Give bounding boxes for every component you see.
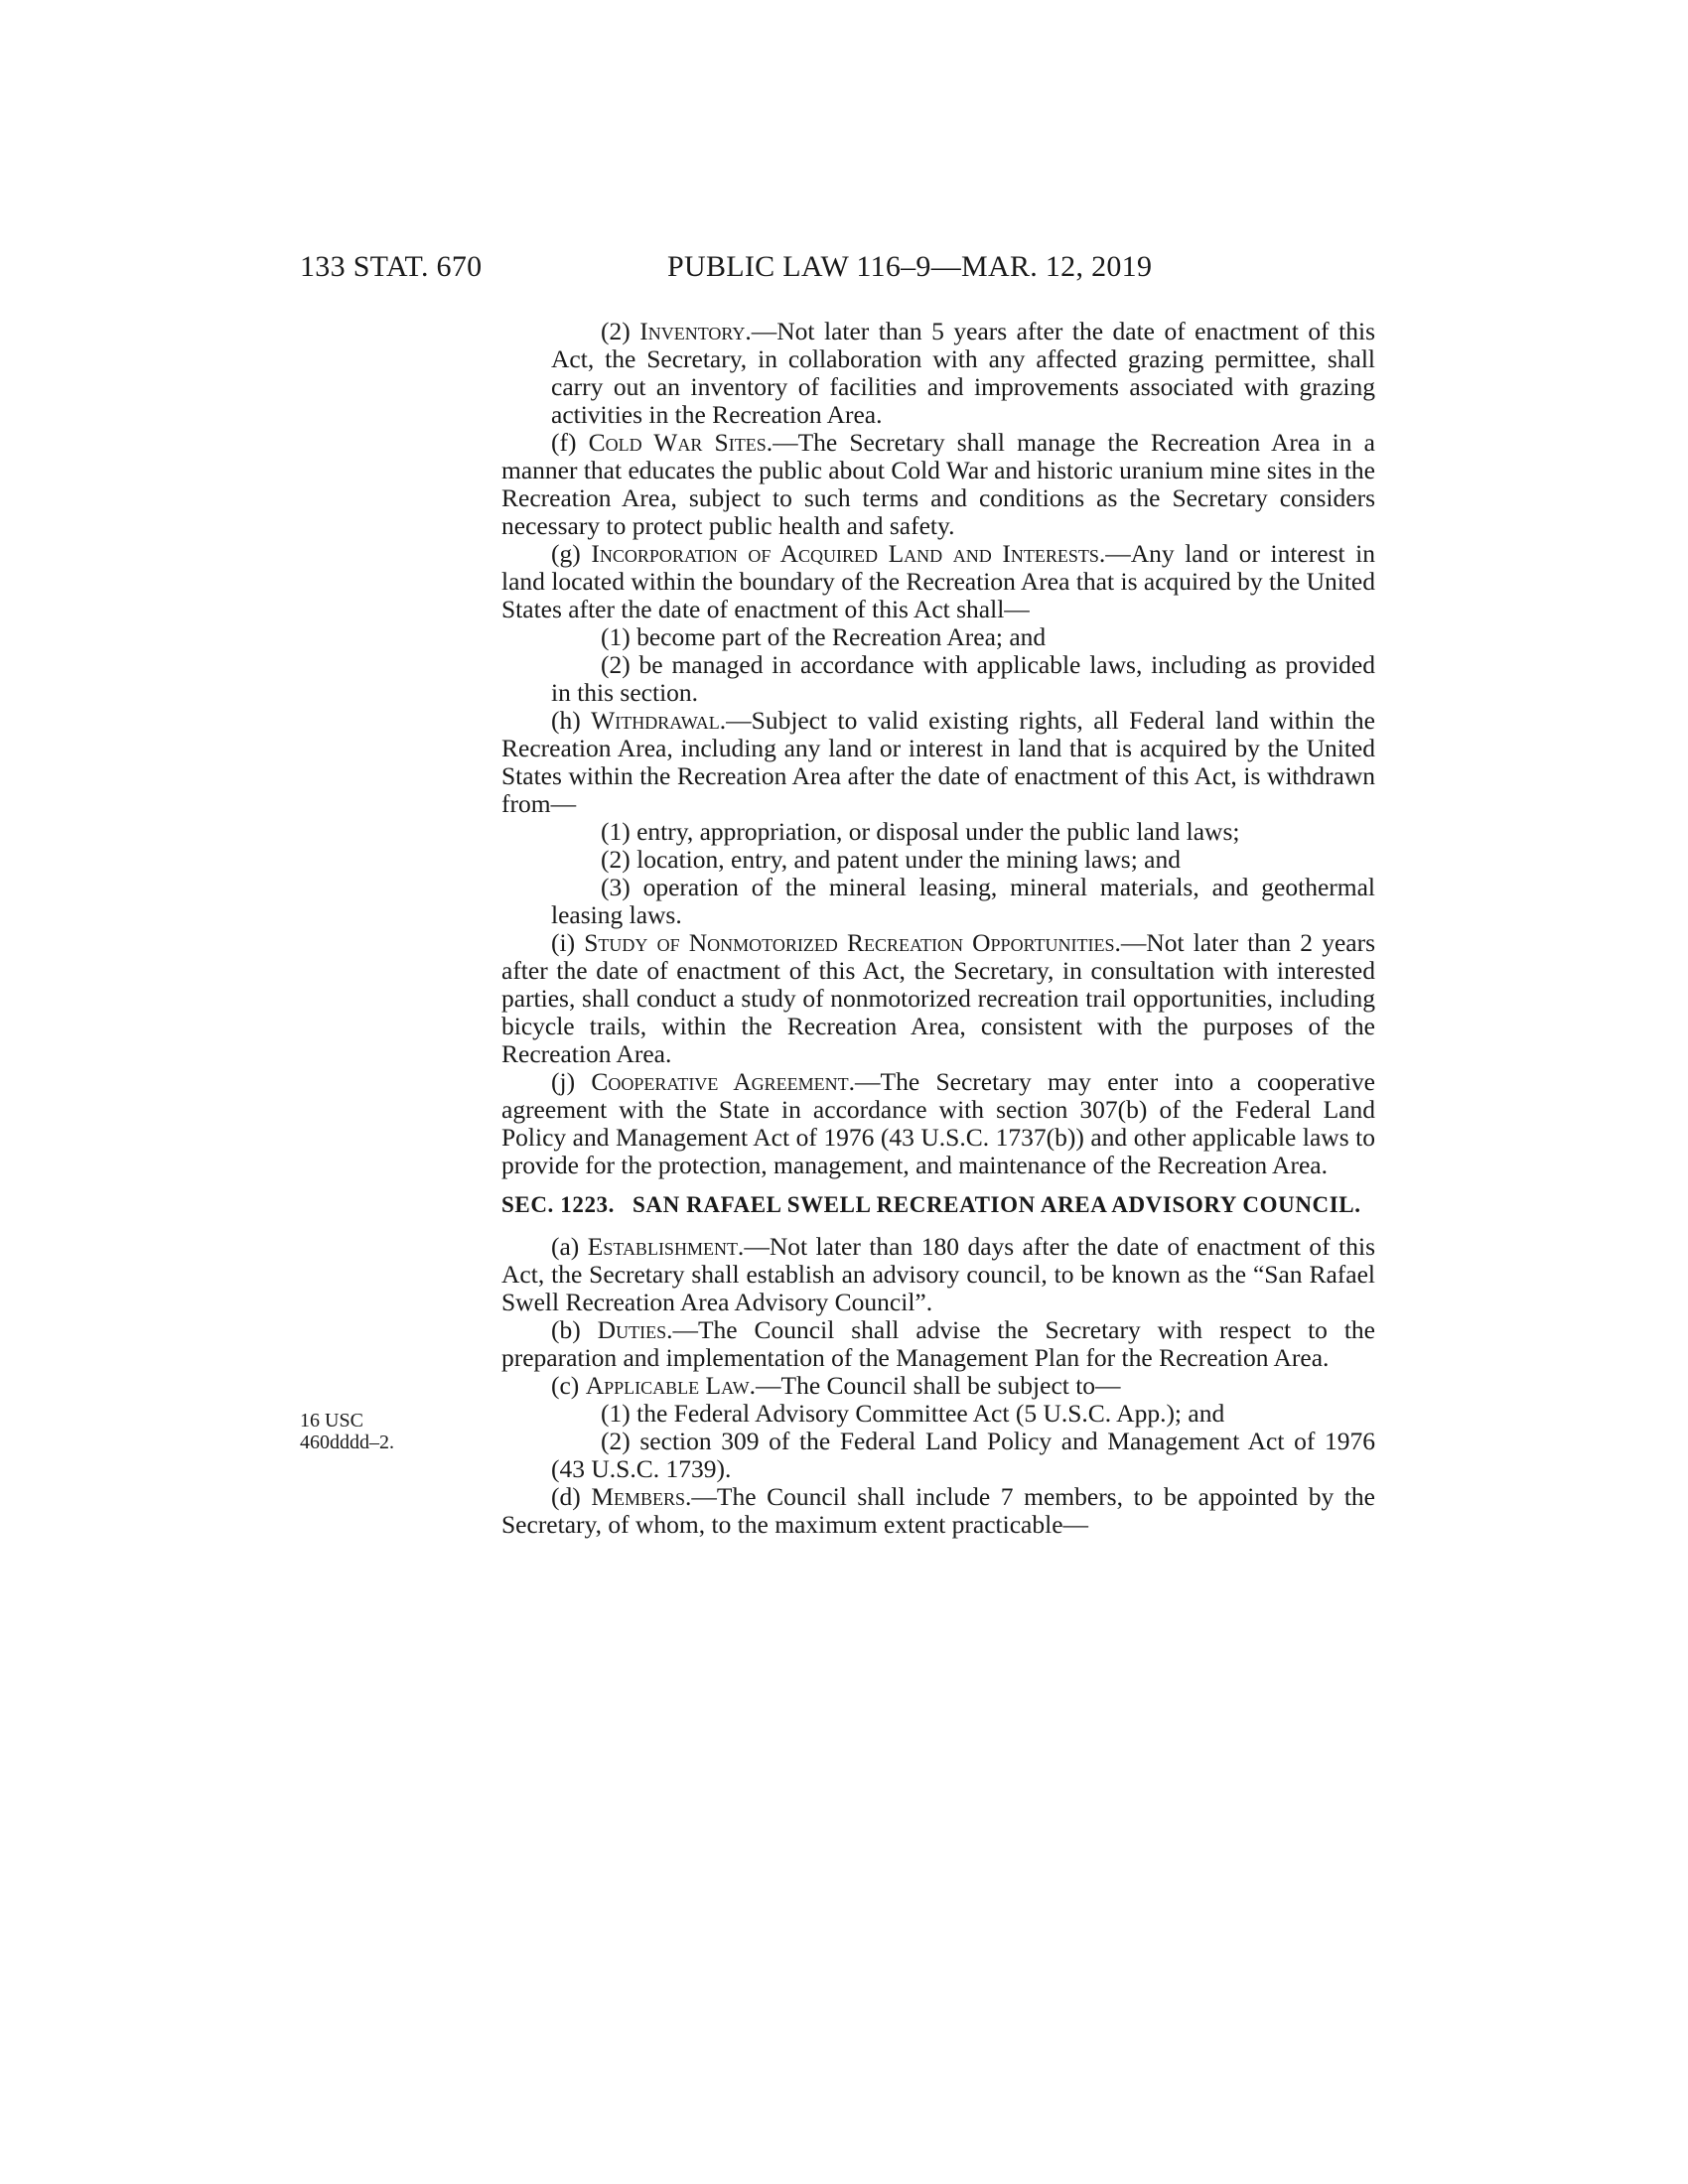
clause-item: (2) be managed in accordance with applicable laws, including as provided in this section. xyxy=(551,650,1375,707)
paragraph-establishment: (a) Establishment.—Not later than 180 days after the date of enactment of this Act, the Secretary shall establish an advisory council, to be known as the “San Rafael Swell Recreation Area Advisory Council”. xyxy=(501,1232,1375,1316)
paragraph-heading: Applicable Law. xyxy=(585,1371,756,1400)
section-title: SAN RAFAEL SWELL RECREATION AREA ADVISORY COUNCIL. xyxy=(633,1192,1361,1217)
paragraph-members: (d) Members.—The Council shall include 7 members, to be appointed by the Secretary, of whom, to the maximum extent practicable— xyxy=(501,1482,1375,1539)
page-stat-citation: 133 STAT. 670 xyxy=(300,250,483,283)
clause-item: (2) location, entry, and patent under the mining laws; and xyxy=(601,845,1181,874)
paragraph-incorporation: (g) Incorporation of Acquired Land and Interests.—Any land or interest in land located within the boundary of the Recreation Area that is acquired by the United States after the date of enactment of this Act shall— xyxy=(501,539,1376,623)
clause-item: (1) become part of the Recreation Area; and xyxy=(601,622,1047,651)
paragraph-heading: Cooperative Agreement. xyxy=(591,1067,856,1096)
paragraph-heading: Incorporation of Acquired Land and Interests. xyxy=(591,539,1106,568)
page-running-header: PUBLIC LAW 116–9—MAR. 12, 2019 xyxy=(667,250,1153,283)
section-heading xyxy=(501,1191,1375,1219)
clause-item: (1) the Federal Advisory Committee Act (5 U.S.C. App.); and xyxy=(601,1399,1225,1428)
margin-note-line: 16 USC xyxy=(300,1410,363,1432)
body-text-column xyxy=(501,318,1375,1539)
paragraph-nonmotorized-study: (i) Study of Nonmotorized Recreation Opportunities.—Not later than 2 years after the date of enactment of this Act, the Secretary, in consultation with interested parties, shall conduct a study of nonmotorized recreation trail opportunities, including bicycle trails, within the Recreation Area, consistent with the purposes of the Recreation Area. xyxy=(501,928,1375,1068)
paragraph-heading: Members. xyxy=(591,1482,692,1511)
paragraph-heading: Study of Nonmotorized Recreation Opportunities. xyxy=(584,928,1121,957)
paragraph-cooperative-agreement: (j) Cooperative Agreement.—The Secretary may enter into a cooperative agreement with the State in accordance with section 307(b) of the Federal Land Policy and Management Act of 1976 (43 U.S.C. 1737(b)) and other applicable laws to provide for the protection, management, and maintenance of the Recreation Area. xyxy=(501,1067,1375,1179)
margin-note-line: 460dddd–2. xyxy=(300,1432,394,1453)
clause-item: (1) entry, appropriation, or disposal under the public land laws; xyxy=(601,817,1240,846)
margin-usc-citation xyxy=(300,1410,394,1453)
section-label: SEC. 1223. xyxy=(501,1192,615,1217)
paragraph-heading: Inventory. xyxy=(639,317,752,345)
paragraph-withdrawal: (h) Withdrawal.—Subject to valid existing rights, all Federal land within the Recreation Area, including any land or interest in land that is acquired by the United States within the Recreation Area after the date of enactment of this Act, is withdrawn from— xyxy=(501,706,1376,818)
paragraph-heading: Duties. xyxy=(597,1315,673,1344)
clause-item: (3) operation of the mineral leasing, mineral materials, and geothermal leasing laws. xyxy=(551,873,1375,929)
paragraph-heading: Establishment. xyxy=(587,1232,745,1261)
paragraph-applicable-law: (c) Applicable Law.—The Council shall be subject to— xyxy=(551,1371,1121,1400)
paragraph-heading: Cold War Sites. xyxy=(588,428,774,457)
paragraph-cold-war-sites: (f) Cold War Sites.—The Secretary shall manage the Recreation Area in a manner that educates the public about Cold War and historic uranium mine sites in the Recreation Area, subject to such terms and conditions as the Secretary considers necessary to protect public health and safety. xyxy=(501,428,1375,540)
clause-item: (2) section 309 of the Federal Land Policy and Management Act of 1976 (43 U.S.C. 1739). xyxy=(551,1427,1375,1483)
paragraph-inventory: (2) Inventory.—Not later than 5 years after the date of enactment of this Act, the Secretary, in collaboration with any affected grazing permittee, shall carry out an inventory of facilities and improvements associated with grazing activities in the Recreation Area. xyxy=(551,317,1375,429)
paragraph-heading: Withdrawal. xyxy=(591,706,727,735)
paragraph-duties: (b) Duties.—The Council shall advise the Secretary with respect to the preparation and implementation of the Management Plan for the Recreation Area. xyxy=(501,1315,1375,1372)
